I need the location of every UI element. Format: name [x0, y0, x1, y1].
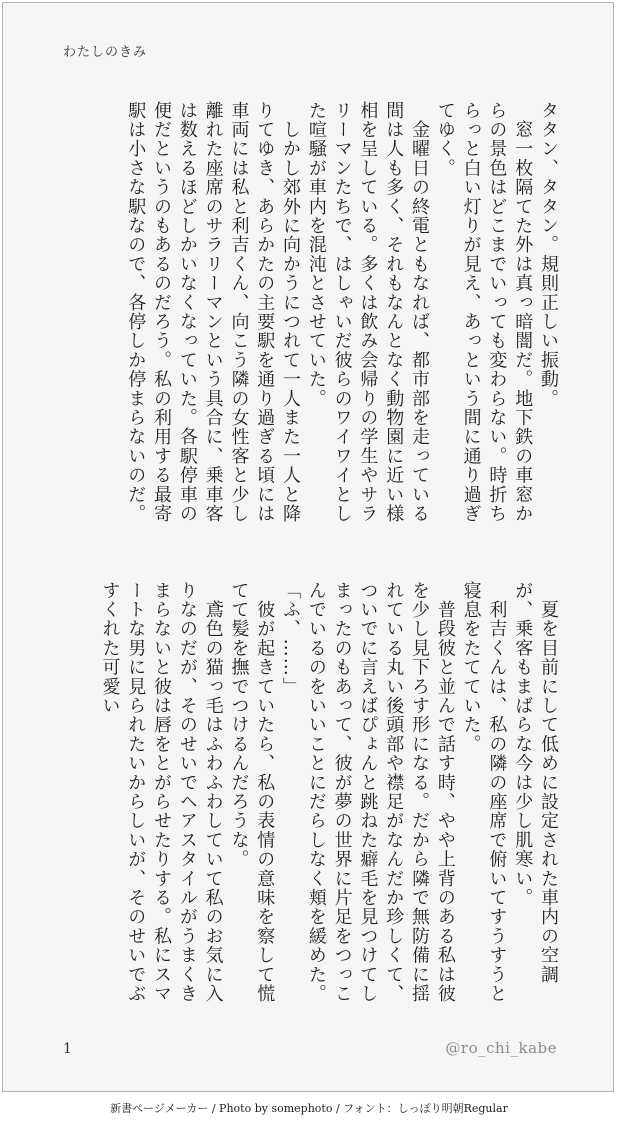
author-handle: @ro_chi_kabe — [445, 1039, 557, 1057]
paragraph: しかし郊外に向かうにつれて一人また一人と降りてゆき、あらかたの主要駅を通り過ぎる頃には車両には私と利吉くん、向こう隣の女性客と少し離れた座席のサラリーマンという具合に、乗車客は数えるほどしかいなくなっていた。各駅停車の便だというのもあるのだろう。私の利用する最寄駅は小さな駅なので、各停しか停まらないのだ。 — [125, 101, 302, 524]
lower-text-block — [53, 581, 561, 1021]
page-title: わたしのきみ — [63, 45, 148, 60]
paragraph: 鳶色の猫っ毛はふわふわしていて私のお気に入りなのだが、そのせいでヘアスタイルがうまくきまらないと彼は唇をとがらせたりする。私にスマートな男に見られたいからしいが、そのせいでぶすくれた可愛い — [99, 581, 224, 1004]
footer-credit: 新書ページメーカー / Photo by somephoto / フォント：しっぽり明朝Regular — [110, 1102, 508, 1115]
paragraph: 彼が起きていたら、私の表情の意味を察して慌てて髪を撫でつけるんだろうな。 — [228, 581, 276, 1004]
paragraph: 窓一枚隔てた外は真っ暗闇だ。地下鉄の車窓からの景色はどこまでいっても変わらない。時折ちらっと白い灯りが見え、あっという間に通り過ぎてゆく。 — [434, 101, 534, 524]
upper-text-block — [53, 101, 561, 541]
page-number: 1 — [63, 1041, 72, 1057]
paragraph: 夏を目前にして低めに設定された車内の空調が、乗客もまばらな今は少し肌寒い。 — [512, 581, 559, 985]
paragraph: 金曜日の終電ともなれば、都市部を走っている間は人も多く、それもなんとなく動物園に近い様相を呈している。多くは飲み会帰りの学生やサラリーマンたちで、はしゃいだ彼らのワイワイとした喧騒が車内を混沌とさせていた。 — [305, 101, 431, 524]
paragraph: 普段彼と並んで話す時、やや上背のある私は彼を少し見下ろす形になる。だから隣で無防備に揺れている丸い後頭部や襟足がなんだか珍しくて、ついでに言えばぴょんと跳ねた癖毛を見つけてしまったのもあって、彼が夢の世界に片足をつっこんでいるのをいいことにだらしなく頬を緩めた。 — [305, 581, 456, 1004]
book-page — [2, 2, 614, 1092]
paragraph: 利吉くんは、私の隣の座席で俯いてすうすうと寝息をたてていた。 — [460, 581, 508, 1004]
paragraph: 「ふ、……」 — [280, 581, 302, 697]
paragraph: タタン、タタン。規則正しい振動。 — [538, 101, 559, 409]
